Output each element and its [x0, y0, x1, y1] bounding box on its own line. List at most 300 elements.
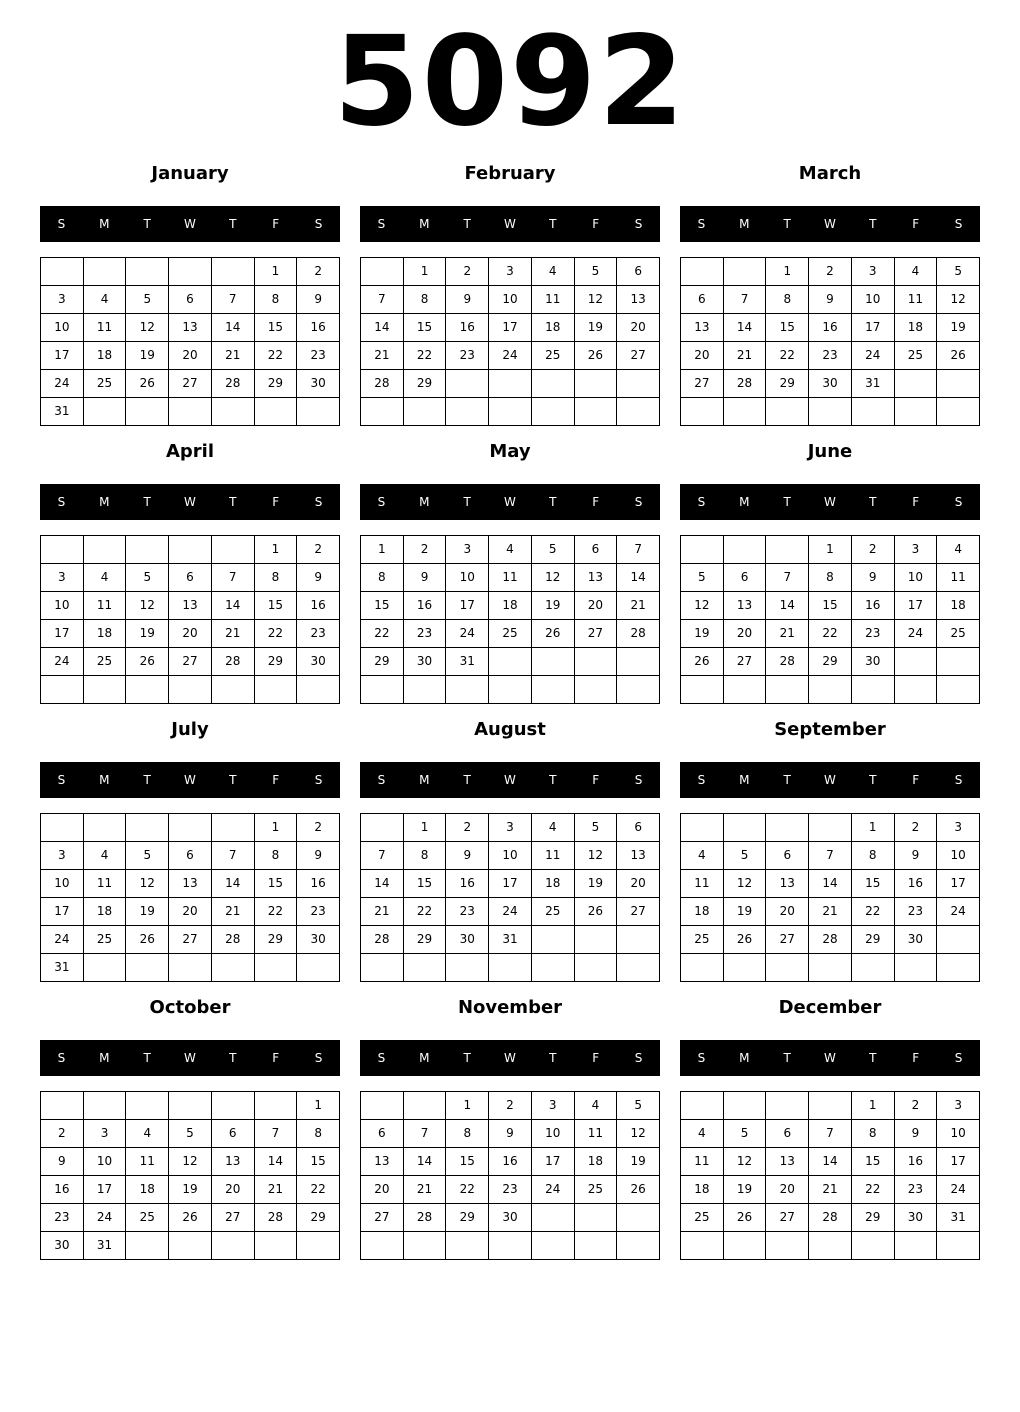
day-cell: 25 [532, 898, 575, 926]
day-cell: 30 [895, 1204, 938, 1232]
day-grid [360, 535, 660, 704]
day-cell: 13 [169, 314, 212, 342]
day-cell: 6 [617, 814, 660, 842]
empty-day-cell [126, 1232, 169, 1260]
day-cell: 14 [724, 314, 767, 342]
day-cell: 17 [532, 1148, 575, 1176]
day-cell: 19 [126, 620, 169, 648]
day-cell: 10 [41, 592, 84, 620]
day-cell: 3 [937, 814, 980, 842]
day-cell: 14 [361, 870, 404, 898]
day-cell: 5 [169, 1120, 212, 1148]
weekday-label: W [184, 1051, 196, 1065]
day-cell: 7 [404, 1120, 447, 1148]
day-cell: 27 [361, 1204, 404, 1232]
day-cell: 17 [937, 1148, 980, 1176]
empty-day-cell [169, 1232, 212, 1260]
day-cell: 24 [84, 1204, 127, 1232]
day-cell: 22 [809, 620, 852, 648]
day-cell: 23 [446, 898, 489, 926]
day-cell: 17 [41, 620, 84, 648]
day-cell: 14 [212, 870, 255, 898]
day-cell: 15 [766, 314, 809, 342]
weekday-label: T [869, 217, 877, 231]
day-cell: 16 [297, 314, 340, 342]
day-cell: 13 [575, 564, 618, 592]
month-title: November [457, 997, 563, 1018]
day-cell: 2 [489, 1092, 532, 1120]
day-cell: 7 [724, 286, 767, 314]
day-cell: 23 [809, 342, 852, 370]
weekday-label: F [592, 773, 600, 787]
weekday-label: T [143, 495, 151, 509]
day-cell: 17 [489, 870, 532, 898]
day-cell: 1 [809, 536, 852, 564]
day-cell: 20 [724, 620, 767, 648]
day-cell: 22 [255, 898, 298, 926]
day-cell: 9 [446, 842, 489, 870]
day-cell: 4 [532, 258, 575, 286]
weekday-label: S [634, 495, 643, 509]
empty-day-cell [84, 1092, 127, 1120]
empty-day-cell [84, 398, 127, 426]
empty-day-cell [724, 954, 767, 982]
empty-day-cell [937, 398, 980, 426]
empty-day-cell [532, 648, 575, 676]
day-cell: 5 [681, 564, 724, 592]
weekday-label: W [824, 773, 836, 787]
empty-day-cell [681, 398, 724, 426]
day-cell: 17 [446, 592, 489, 620]
day-cell: 29 [255, 370, 298, 398]
day-cell: 18 [532, 314, 575, 342]
day-cell: 22 [446, 1176, 489, 1204]
day-cell: 21 [724, 342, 767, 370]
day-cell: 20 [169, 342, 212, 370]
day-cell: 26 [617, 1176, 660, 1204]
day-cell: 18 [575, 1148, 618, 1176]
weekday-label: W [504, 1051, 516, 1065]
day-cell: 2 [297, 536, 340, 564]
weekday-label: S [954, 1051, 963, 1065]
day-cell: 17 [937, 870, 980, 898]
day-cell: 24 [852, 342, 895, 370]
day-cell: 30 [297, 648, 340, 676]
day-cell: 19 [169, 1176, 212, 1204]
day-grid [40, 813, 340, 982]
day-cell: 14 [766, 592, 809, 620]
weekday-label: M [419, 217, 430, 231]
day-cell: 27 [617, 342, 660, 370]
day-cell: 11 [489, 564, 532, 592]
empty-day-cell [126, 676, 169, 704]
day-cell: 19 [575, 870, 618, 898]
day-cell: 27 [724, 648, 767, 676]
empty-day-cell [575, 1232, 618, 1260]
day-cell: 3 [446, 536, 489, 564]
empty-day-cell [532, 676, 575, 704]
weekday-label: S [697, 773, 706, 787]
weekday-label: T [869, 773, 877, 787]
weekday-label: S [954, 773, 963, 787]
day-cell: 24 [41, 648, 84, 676]
weekday-label: W [184, 217, 196, 231]
day-cell: 22 [361, 620, 404, 648]
empty-day-cell [724, 536, 767, 564]
month-july [40, 712, 340, 982]
month-december [680, 990, 980, 1260]
weekday-label: S [697, 217, 706, 231]
weekday-header [680, 762, 980, 798]
day-cell: 6 [724, 564, 767, 592]
day-cell: 25 [937, 620, 980, 648]
day-cell: 27 [212, 1204, 255, 1232]
day-cell: 6 [169, 286, 212, 314]
day-cell: 30 [297, 370, 340, 398]
day-cell: 1 [404, 814, 447, 842]
day-cell: 8 [361, 564, 404, 592]
month-title: July [171, 719, 209, 740]
day-cell: 5 [126, 842, 169, 870]
day-cell: 27 [617, 898, 660, 926]
day-cell: 1 [852, 1092, 895, 1120]
day-cell: 4 [937, 536, 980, 564]
day-cell: 9 [852, 564, 895, 592]
day-cell: 21 [766, 620, 809, 648]
day-cell: 11 [681, 870, 724, 898]
day-cell: 14 [617, 564, 660, 592]
day-cell: 23 [895, 1176, 938, 1204]
weekday-header [680, 484, 980, 520]
day-cell: 25 [681, 1204, 724, 1232]
day-cell: 24 [937, 1176, 980, 1204]
month-february [360, 156, 660, 426]
weekday-label: T [549, 773, 557, 787]
empty-day-cell [724, 398, 767, 426]
day-cell: 28 [617, 620, 660, 648]
empty-day-cell [126, 258, 169, 286]
day-cell: 16 [446, 870, 489, 898]
day-cell: 25 [84, 926, 127, 954]
day-cell: 7 [212, 564, 255, 592]
day-cell: 3 [41, 286, 84, 314]
day-cell: 23 [489, 1176, 532, 1204]
day-cell: 2 [446, 814, 489, 842]
weekday-label: M [739, 773, 750, 787]
weekday-label: S [634, 1051, 643, 1065]
month-november [360, 990, 660, 1260]
empty-day-cell [766, 1092, 809, 1120]
day-cell: 11 [84, 870, 127, 898]
month-title: February [464, 163, 556, 184]
day-cell: 27 [575, 620, 618, 648]
day-cell: 2 [895, 814, 938, 842]
month-title: June [807, 441, 853, 462]
empty-day-cell [404, 1232, 447, 1260]
empty-day-cell [937, 648, 980, 676]
empty-day-cell [255, 954, 298, 982]
day-cell: 19 [126, 898, 169, 926]
empty-day-cell [169, 536, 212, 564]
weekday-label: S [377, 217, 386, 231]
empty-day-cell [489, 648, 532, 676]
day-cell: 23 [404, 620, 447, 648]
day-cell: 13 [617, 286, 660, 314]
weekday-header [360, 484, 660, 520]
day-cell: 15 [361, 592, 404, 620]
day-cell: 2 [297, 814, 340, 842]
weekday-label: F [912, 495, 920, 509]
day-cell: 19 [724, 898, 767, 926]
empty-day-cell [852, 676, 895, 704]
day-cell: 8 [852, 842, 895, 870]
day-cell: 12 [532, 564, 575, 592]
day-cell: 2 [41, 1120, 84, 1148]
day-cell: 31 [446, 648, 489, 676]
day-cell: 5 [724, 842, 767, 870]
weekday-label: S [314, 1051, 323, 1065]
empty-day-cell [575, 398, 618, 426]
weekday-label: T [463, 217, 471, 231]
day-cell: 12 [724, 870, 767, 898]
day-cell: 9 [489, 1120, 532, 1148]
day-cell: 16 [446, 314, 489, 342]
day-cell: 18 [681, 898, 724, 926]
day-cell: 26 [681, 648, 724, 676]
empty-day-cell [255, 676, 298, 704]
day-cell: 20 [681, 342, 724, 370]
day-cell: 18 [84, 620, 127, 648]
empty-day-cell [41, 814, 84, 842]
day-cell: 30 [446, 926, 489, 954]
day-grid [40, 1091, 340, 1260]
day-cell: 31 [852, 370, 895, 398]
day-cell: 29 [852, 1204, 895, 1232]
day-cell: 13 [766, 870, 809, 898]
day-cell: 26 [575, 342, 618, 370]
day-cell: 9 [297, 286, 340, 314]
day-cell: 12 [681, 592, 724, 620]
empty-day-cell [84, 814, 127, 842]
empty-day-cell [724, 1232, 767, 1260]
weekday-header [360, 762, 660, 798]
weekday-label: F [912, 773, 920, 787]
day-cell: 28 [404, 1204, 447, 1232]
empty-day-cell [41, 1092, 84, 1120]
weekday-label: T [229, 217, 237, 231]
day-grid [680, 257, 980, 426]
day-cell: 12 [169, 1148, 212, 1176]
weekday-label: F [272, 495, 280, 509]
empty-day-cell [766, 1232, 809, 1260]
empty-day-cell [617, 954, 660, 982]
day-cell: 18 [489, 592, 532, 620]
day-cell: 15 [255, 314, 298, 342]
empty-day-cell [724, 1092, 767, 1120]
day-cell: 13 [617, 842, 660, 870]
empty-day-cell [126, 954, 169, 982]
empty-day-cell [212, 258, 255, 286]
empty-day-cell [617, 398, 660, 426]
empty-day-cell [404, 954, 447, 982]
empty-day-cell [212, 676, 255, 704]
day-cell: 14 [255, 1148, 298, 1176]
day-cell: 6 [766, 842, 809, 870]
day-cell: 5 [724, 1120, 767, 1148]
empty-day-cell [809, 1092, 852, 1120]
day-cell: 16 [852, 592, 895, 620]
empty-day-cell [404, 676, 447, 704]
day-cell: 11 [895, 286, 938, 314]
day-cell: 15 [852, 870, 895, 898]
day-cell: 12 [575, 842, 618, 870]
day-cell: 29 [297, 1204, 340, 1232]
empty-day-cell [575, 926, 618, 954]
day-cell: 1 [361, 536, 404, 564]
day-cell: 15 [852, 1148, 895, 1176]
day-cell: 11 [532, 286, 575, 314]
weekday-label: S [377, 773, 386, 787]
day-cell: 13 [361, 1148, 404, 1176]
day-cell: 12 [126, 592, 169, 620]
day-cell: 4 [681, 842, 724, 870]
empty-day-cell [575, 648, 618, 676]
month-may [360, 434, 660, 704]
empty-day-cell [895, 954, 938, 982]
day-cell: 6 [361, 1120, 404, 1148]
empty-day-cell [617, 1232, 660, 1260]
day-cell: 21 [617, 592, 660, 620]
day-cell: 1 [255, 814, 298, 842]
day-cell: 31 [489, 926, 532, 954]
day-cell: 23 [41, 1204, 84, 1232]
weekday-label: T [869, 495, 877, 509]
day-cell: 3 [41, 564, 84, 592]
empty-day-cell [532, 398, 575, 426]
day-cell: 27 [169, 370, 212, 398]
day-cell: 29 [255, 648, 298, 676]
day-cell: 3 [489, 814, 532, 842]
day-cell: 5 [575, 258, 618, 286]
weekday-label: T [783, 217, 791, 231]
day-cell: 26 [724, 926, 767, 954]
day-cell: 30 [809, 370, 852, 398]
weekday-label: T [463, 1051, 471, 1065]
empty-day-cell [297, 676, 340, 704]
day-cell: 10 [937, 1120, 980, 1148]
weekday-header [360, 206, 660, 242]
day-cell: 14 [212, 314, 255, 342]
day-cell: 27 [766, 1204, 809, 1232]
day-cell: 11 [575, 1120, 618, 1148]
day-cell: 1 [255, 536, 298, 564]
day-cell: 22 [404, 898, 447, 926]
month-title: May [489, 441, 531, 462]
day-cell: 18 [895, 314, 938, 342]
day-cell: 7 [617, 536, 660, 564]
day-cell: 9 [297, 564, 340, 592]
day-cell: 31 [937, 1204, 980, 1232]
day-cell: 28 [212, 926, 255, 954]
empty-day-cell [169, 814, 212, 842]
day-cell: 30 [895, 926, 938, 954]
day-cell: 7 [766, 564, 809, 592]
weekday-label: S [314, 773, 323, 787]
day-cell: 11 [937, 564, 980, 592]
weekday-label: T [463, 773, 471, 787]
day-cell: 16 [297, 870, 340, 898]
day-cell: 29 [361, 648, 404, 676]
empty-day-cell [41, 536, 84, 564]
empty-day-cell [361, 398, 404, 426]
empty-day-cell [255, 398, 298, 426]
weekday-label: F [592, 1051, 600, 1065]
weekday-label: T [143, 773, 151, 787]
day-cell: 16 [41, 1176, 84, 1204]
day-cell: 29 [446, 1204, 489, 1232]
day-cell: 17 [852, 314, 895, 342]
empty-day-cell [297, 954, 340, 982]
empty-day-cell [297, 1232, 340, 1260]
day-cell: 26 [126, 648, 169, 676]
day-cell: 19 [937, 314, 980, 342]
empty-day-cell [361, 676, 404, 704]
day-cell: 22 [766, 342, 809, 370]
empty-day-cell [617, 1204, 660, 1232]
day-cell: 9 [297, 842, 340, 870]
month-title: April [165, 441, 215, 462]
day-cell: 7 [809, 842, 852, 870]
weekday-label: W [824, 495, 836, 509]
day-cell: 23 [297, 620, 340, 648]
day-cell: 21 [404, 1176, 447, 1204]
weekday-label: M [739, 217, 750, 231]
day-cell: 21 [361, 898, 404, 926]
empty-day-cell [84, 676, 127, 704]
empty-day-cell [297, 398, 340, 426]
weekday-label: S [954, 217, 963, 231]
day-cell: 17 [41, 898, 84, 926]
day-cell: 10 [489, 842, 532, 870]
empty-day-cell [404, 1092, 447, 1120]
empty-day-cell [681, 258, 724, 286]
empty-day-cell [681, 676, 724, 704]
weekday-label: S [697, 1051, 706, 1065]
empty-day-cell [532, 954, 575, 982]
day-cell: 11 [126, 1148, 169, 1176]
day-cell: 28 [724, 370, 767, 398]
day-cell: 15 [297, 1148, 340, 1176]
weekday-label: M [99, 773, 110, 787]
day-cell: 30 [489, 1204, 532, 1232]
day-cell: 5 [575, 814, 618, 842]
month-title: August [474, 719, 546, 740]
day-cell: 23 [446, 342, 489, 370]
day-cell: 14 [404, 1148, 447, 1176]
weekday-label: F [272, 217, 280, 231]
weekday-header [680, 1040, 980, 1076]
day-cell: 19 [575, 314, 618, 342]
day-cell: 12 [126, 870, 169, 898]
weekday-label: T [143, 217, 151, 231]
empty-day-cell [681, 1092, 724, 1120]
empty-day-cell [937, 676, 980, 704]
empty-day-cell [126, 536, 169, 564]
weekday-label: W [184, 495, 196, 509]
day-cell: 24 [532, 1176, 575, 1204]
day-cell: 4 [84, 286, 127, 314]
day-cell: 13 [724, 592, 767, 620]
